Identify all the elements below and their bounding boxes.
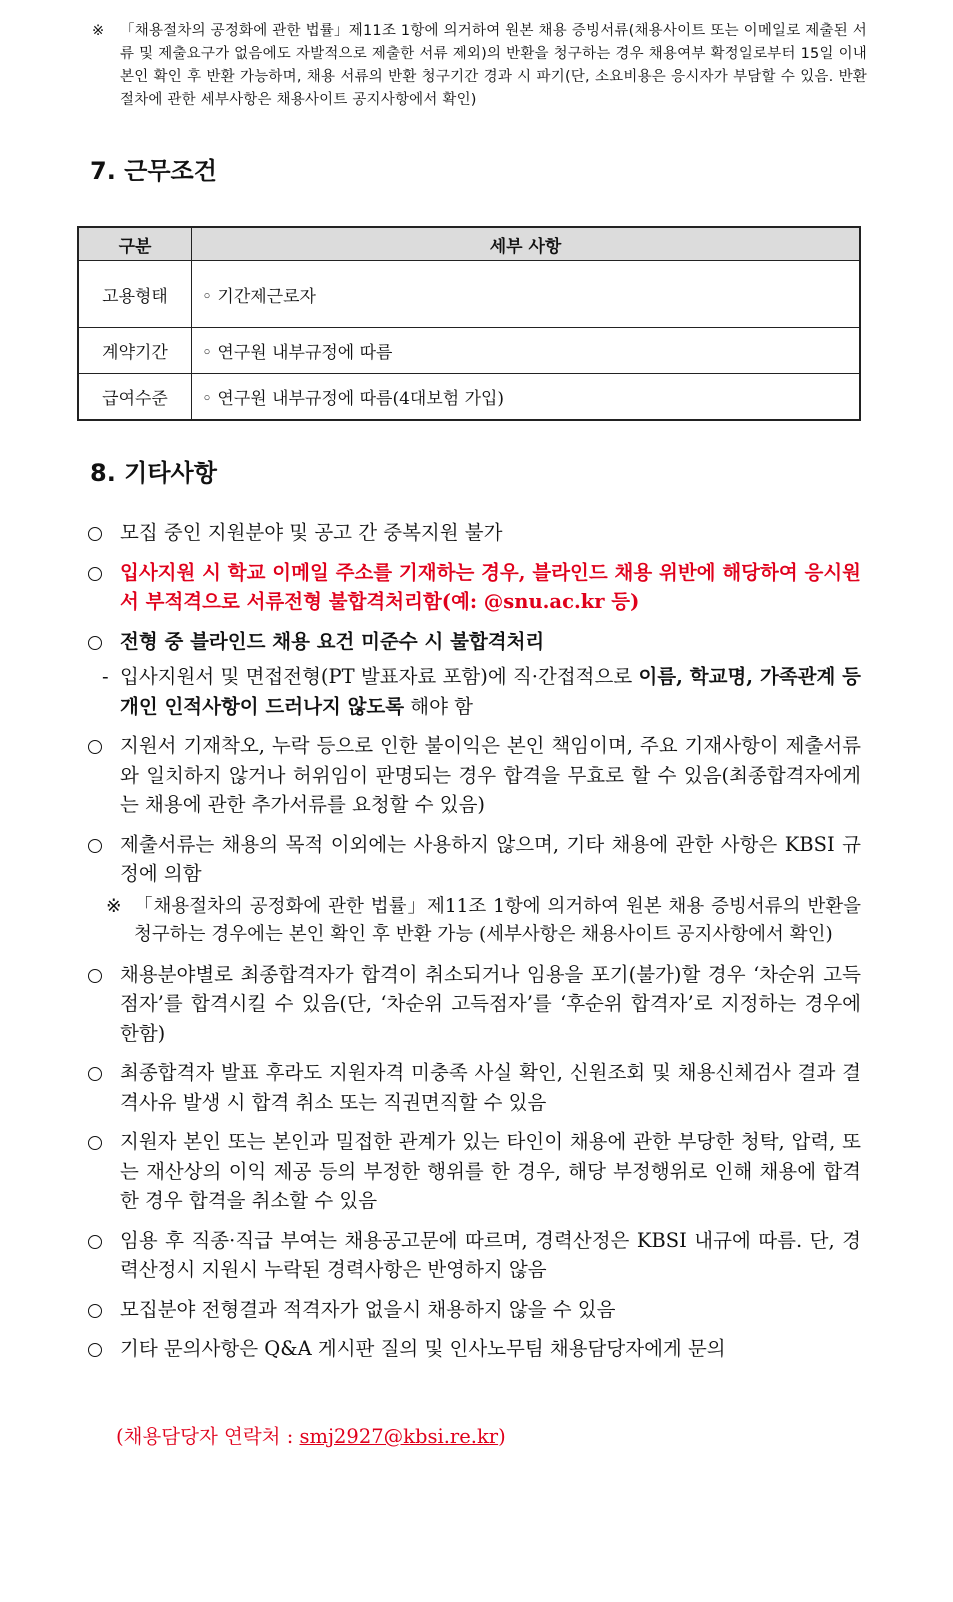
reference-mark: ※ xyxy=(92,23,105,39)
row-label: 급여수준 xyxy=(78,374,192,421)
list-item xyxy=(86,960,861,1049)
sub-item-text-end: 해야 함 xyxy=(404,694,474,718)
row-label: 계약기간 xyxy=(78,328,192,374)
contact-suffix: ) xyxy=(498,1425,506,1448)
circle-bullet-icon xyxy=(88,839,102,853)
table-row xyxy=(78,328,860,374)
row-label: 고용형태 xyxy=(78,261,192,328)
circle-bullet-icon xyxy=(88,527,102,541)
table-header-detail: 세부 사항 xyxy=(192,227,861,261)
list-item xyxy=(86,1295,861,1325)
reference-mark: ※ xyxy=(106,895,122,917)
top-note xyxy=(92,20,867,112)
sub-note xyxy=(86,893,861,950)
item-text: 기타 문의사항은 Q&A 게시판 질의 및 인사노무팀 채용담당자에게 문의 xyxy=(120,1337,726,1360)
list-item-warning xyxy=(86,558,861,617)
item-text: 제출서류는 채용의 목적 이외에는 사용하지 않으며, 기타 채용에 관한 사항은 KBSI 규정에 의함 xyxy=(120,832,861,885)
item-text: 임용 후 직종·직급 부여는 채용공고문에 따르며, 경력산정은 KBSI 내규에 따름. 단, 경력산정시 지원시 누락된 경력사항은 반영하지 않음 xyxy=(120,1228,861,1281)
circle-bullet-icon xyxy=(88,636,102,650)
item-text: 지원자 본인 또는 본인과 밀접한 관계가 있는 타인이 채용에 관한 부당한 청탁, 압력, 또는 재산상의 이익 제공 등의 부정한 행위를 한 경우, 해당 부정행위로 인해 채용에 합격한 경우 합격을 취소할 수 있음 xyxy=(120,1130,861,1212)
circle-bullet-icon xyxy=(88,1067,102,1081)
item-text: 모집 중인 지원분야 및 공고 간 중복지원 불가 xyxy=(120,521,503,544)
note-text: 「채용절차의 공정화에 관한 법률」제11조 1항에 의거하여 원본 채용 증빙서류의 반환을 청구하는 경우에는 본인 확인 후 반환 가능 (세부사항은 채용사이트 공지사항에서 확인) xyxy=(134,895,861,945)
list-item xyxy=(86,1058,861,1117)
sub-item xyxy=(86,662,861,721)
item-text: 지원서 기재착오, 누락 등으로 인한 불이익은 본인 책임이며, 주요 기재사항이 제출서류와 일치하지 않거나 허위임이 판명되는 경우 합격을 무효로 할 수 있음(최종합격자에게는 채용에 관한 추가서류를 요청할 수 있음) xyxy=(120,734,861,816)
row-detail: ◦ 연구원 내부규정에 따름(4대보험 가입) xyxy=(192,374,861,421)
list-item xyxy=(86,518,861,548)
row-detail: ◦ 기간제근로자 xyxy=(192,261,861,328)
contact-prefix: (채용담당자 연락처 : xyxy=(116,1425,300,1448)
item-text: 전형 중 블라인드 채용 요건 미준수 시 불합격처리 xyxy=(120,629,545,653)
list-item xyxy=(86,830,861,889)
contact-info xyxy=(116,1422,506,1451)
work-conditions-table xyxy=(77,226,861,421)
list-item xyxy=(86,1127,861,1216)
circle-bullet-icon xyxy=(88,1235,102,1249)
circle-bullet-icon xyxy=(88,969,102,983)
circle-bullet-icon xyxy=(88,1304,102,1318)
list-item xyxy=(86,1226,861,1285)
circle-bullet-icon xyxy=(88,567,102,581)
contact-email-link[interactable]: smj2927@kbsi.re.kr xyxy=(299,1425,499,1448)
table-row xyxy=(78,261,860,328)
circle-bullet-icon xyxy=(88,740,102,754)
list-item xyxy=(86,627,861,657)
table-header-category: 구분 xyxy=(78,227,192,261)
row-detail: ◦ 연구원 내부규정에 따름 xyxy=(192,328,861,374)
item-text: 채용분야별로 최종합격자가 합격이 취소되거나 임용을 포기(불가)할 경우 ‘차순위 고득점자’를 합격시킬 수 있음(단, ‘차순위 고득점자’를 ‘후순위 합격자’로 지정하는 경우에 한함) xyxy=(120,962,861,1045)
list-item xyxy=(86,731,861,820)
table-row xyxy=(78,374,860,421)
section-8-title: 8. 기타사항 xyxy=(90,459,217,487)
section-7-title: 7. 근무조건 xyxy=(90,157,217,185)
item-text: 모집분야 전형결과 적격자가 없을시 채용하지 않을 수 있음 xyxy=(120,1297,616,1321)
sub-item-bold-text: 이름, 학교명, 가족관계 등 개인 인적사항이 드러나지 않도록 xyxy=(120,665,861,718)
dash-marker: - xyxy=(102,665,109,688)
list-item xyxy=(86,1334,861,1364)
top-note-text: 「채용절차의 공정화에 관한 법률」제11조 1항에 의거하여 원본 채용 증빙서류(채용사이트 또는 이메일로 제출된 서류 및 제출요구가 없음에도 자발적으로 제출한 서류 제외)의 반환을 청구하는 경우 채용여부 확정일로부터 15일 이내 본인 확인 후 반환 가능하며, 채용 서류의 반환 청구기간 경과 시 파기(단, 소요비용은 응시자가 부담할 수 있음. 반환절차에 관한 세부사항은 채용사이트 공지사항에서 확인) xyxy=(120,23,867,108)
misc-items-list xyxy=(86,518,861,1374)
circle-bullet-icon xyxy=(88,1136,102,1150)
sub-item-text: 입사지원서 및 면접전형(PT 발표자료 포함)에 직·간접적으로 xyxy=(120,665,639,688)
item-text: 입사지원 시 학교 이메일 주소를 기재하는 경우, 블라인드 채용 위반에 해당하여 응시원서 부적격으로 서류전형 불합격처리함(예: @snu.ac.kr 등) xyxy=(120,560,861,613)
item-text: 최종합격자 발표 후라도 지원자격 미충족 사실 확인, 신원조회 및 채용신체검사 결과 결격사유 발생 시 합격 취소 또는 직권면직할 수 있음 xyxy=(120,1061,861,1114)
circle-bullet-icon xyxy=(88,1343,102,1357)
